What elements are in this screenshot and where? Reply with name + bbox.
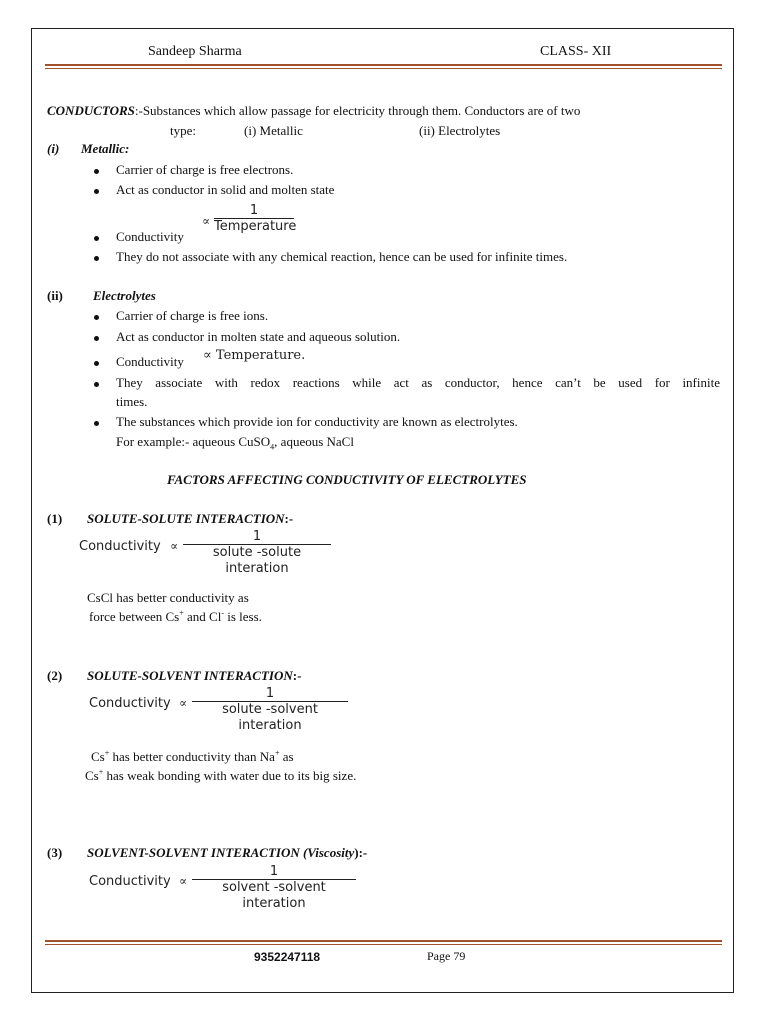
factor2-note-1 (91, 749, 294, 765)
bullet (94, 169, 99, 174)
note-text: as (279, 749, 294, 764)
factors-heading: FACTORS AFFECTING CONDUCTIVITY OF ELECTROLYTES (167, 472, 527, 487)
bullet (94, 361, 99, 366)
electrolytes-bullet-2: Act as conductor in molten state and aqueous solution. (116, 329, 401, 344)
bullet (94, 315, 99, 320)
electrolytes-bullet-5: The substances which provide ion for conductivity are known as electrolytes. (116, 414, 518, 429)
factor1-fraction (183, 529, 331, 577)
metallic-bullet-4: They do not associate with any chemical reaction, hence can be used for infinite times. (116, 249, 568, 264)
factor2-num: (2) (47, 668, 63, 683)
electrolytes-bullet-3: Conductivity (116, 354, 184, 369)
bullet (94, 236, 99, 241)
fraction-denominator: solute -solvent interation (222, 702, 318, 733)
header-class: CLASS- XII (540, 44, 612, 59)
bullet (94, 189, 99, 194)
factor2-conductivity-label: Conductivity (89, 696, 171, 711)
superscript: + (104, 748, 110, 758)
factor3-title: SOLVENT-SOLVENT INTERACTION (Viscosity (87, 845, 355, 860)
factor1-heading (87, 511, 293, 527)
proportional-symbol: ∝ (179, 874, 188, 888)
conductors-intro: :-Substances which allow passage for electricity through them. Conductors are of two (134, 103, 581, 118)
metallic-conductivity-fraction (214, 203, 297, 235)
metallic-bullet-2: Act as conductor in solid and molten state (116, 182, 335, 197)
electrolytes-bullet-4-line2: times. (116, 394, 148, 409)
factor1-conductivity-label: Conductivity (79, 539, 161, 554)
example-subscript: 4 (270, 442, 275, 452)
electrolytes-temperature-relation: ∝ Temperature. (203, 348, 306, 363)
factor3-suffix: ):- (354, 845, 368, 860)
proportional-symbol: ∝ (202, 214, 211, 228)
bullet (94, 421, 99, 426)
bullet (94, 382, 99, 387)
factor3-num: (3) (47, 845, 63, 860)
electrolytes-num: (ii) (47, 288, 63, 303)
metallic-bullet-1: Carrier of charge is free electrons. (116, 162, 294, 177)
note-text: has weak bonding with water due to its big size. (103, 768, 357, 783)
bullet (94, 336, 99, 341)
factor2-suffix: :- (292, 668, 302, 683)
electrolytes-bullet-1: Carrier of charge is free ions. (116, 308, 269, 323)
note-text: has better conductivity than Na (109, 749, 275, 764)
example-part-a: For example:- aqueous CuSO (116, 434, 271, 449)
proportional-symbol: ∝ (170, 539, 179, 553)
conductors-type2: (ii) Electrolytes (419, 123, 501, 138)
superscript: + (179, 608, 184, 618)
fraction-numerator: 1 (265, 686, 275, 701)
fraction-denominator: solute -solute interation (212, 545, 302, 576)
electrolytes-title: Electrolytes (93, 288, 156, 303)
superscript: + (98, 767, 104, 777)
header-author: Sandeep Sharma (148, 44, 242, 59)
header-rule (45, 64, 722, 69)
note-text: and Cl (183, 609, 222, 624)
factor1-num: (1) (47, 511, 63, 526)
electrolytes-example (116, 434, 354, 450)
conductors-type1: (i) Metallic (244, 123, 303, 138)
superscript: + (274, 748, 280, 758)
factor2-title: SOLUTE-SOLVENT INTERACTION (87, 668, 293, 683)
fraction-denominator: solvent -solvent interation (222, 880, 326, 911)
factor3-fraction (192, 864, 356, 912)
conductors-type-label: type: (170, 123, 196, 138)
factor3-heading (87, 845, 367, 861)
footer-rule (45, 940, 722, 945)
fraction-numerator: 1 (252, 529, 262, 544)
conductors-intro-line (47, 103, 580, 119)
superscript: - (221, 608, 224, 618)
metallic-title: Metallic: (81, 141, 130, 156)
factor1-note-1: CsCl has better conductivity as (87, 590, 249, 605)
factor2-heading (87, 668, 301, 684)
factor2-fraction (192, 686, 348, 734)
note-text: is less. (224, 609, 262, 624)
example-part-b: , aqueous NaCl (274, 434, 354, 449)
proportional-symbol: ∝ (179, 696, 188, 710)
footer-phone: 9352247118 (254, 950, 321, 964)
metallic-num: (i) (47, 141, 60, 156)
note-text: Cs (91, 749, 105, 764)
fraction-numerator: 1 (249, 203, 259, 218)
note-text: force between Cs (89, 609, 180, 624)
metallic-bullet-3: Conductivity (116, 229, 184, 244)
factor3-conductivity-label: Conductivity (89, 874, 171, 889)
note-text: Cs (85, 768, 99, 783)
fraction-denominator: Temperature (214, 219, 297, 234)
footer-page: Page 79 (427, 949, 466, 963)
electrolytes-bullet-4-line1: They associate with redox reactions while act as conductor, hence can’t be used for infinite (116, 375, 720, 390)
factor1-suffix: :- (284, 511, 294, 526)
fraction-numerator: 1 (269, 864, 279, 879)
conductors-heading: CONDUCTORS (47, 103, 135, 118)
factor2-note-2 (85, 768, 356, 784)
factor1-title: SOLUTE-SOLUTE INTERACTION (87, 511, 285, 526)
bullet (94, 256, 99, 261)
factor1-note-2 (89, 609, 262, 625)
